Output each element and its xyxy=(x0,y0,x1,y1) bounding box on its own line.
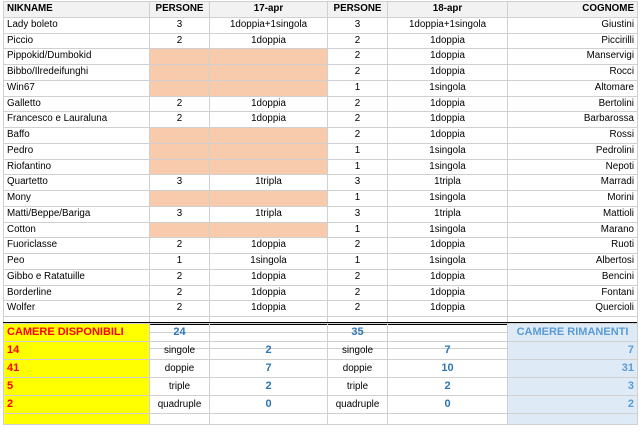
cognome-cell[interactable]: Barbarossa xyxy=(508,112,638,128)
table-row xyxy=(4,191,638,207)
nickname-cell[interactable]: Riofantino xyxy=(4,159,150,175)
table-row xyxy=(4,238,638,254)
rooms-2-cell[interactable]: 1doppia xyxy=(388,112,508,128)
rooms-1-cell[interactable]: 1tripla xyxy=(210,175,328,191)
summary-row xyxy=(4,360,638,378)
empty-cell[interactable] xyxy=(508,414,638,425)
empty-cell[interactable] xyxy=(4,414,150,425)
rooms-2-cell[interactable]: 1doppia xyxy=(388,65,508,81)
rooms-2-cell[interactable]: 1singola xyxy=(388,143,508,159)
rooms-2-cell[interactable]: 1doppia xyxy=(388,96,508,112)
persone-2-cell[interactable]: 2 xyxy=(328,33,388,49)
nickname-cell[interactable]: Gibbo e Ratatuille xyxy=(4,269,150,285)
table-row xyxy=(4,17,638,33)
nickname-cell[interactable]: Cotton xyxy=(4,222,150,238)
nickname-cell[interactable]: Peo xyxy=(4,254,150,270)
table-row xyxy=(4,96,638,112)
rooms-1-cell[interactable] xyxy=(210,191,328,207)
room-type[interactable]: singole xyxy=(150,342,210,360)
cognome-cell[interactable]: Nepoti xyxy=(508,159,638,175)
empty-cell[interactable] xyxy=(388,414,508,425)
table-row xyxy=(4,285,638,301)
rooms-2-cell[interactable]: 1singola xyxy=(388,254,508,270)
cognome-cell[interactable]: Rocci xyxy=(508,65,638,81)
persone-1-cell[interactable] xyxy=(150,222,210,238)
table-row xyxy=(4,128,638,144)
cognome-cell[interactable]: Marano xyxy=(508,222,638,238)
header-persone-1[interactable]: PERSONE xyxy=(150,2,210,18)
cognome-cell[interactable]: Mattioli xyxy=(508,206,638,222)
persone-1-cell[interactable] xyxy=(150,143,210,159)
persone-1-cell[interactable]: 2 xyxy=(150,301,210,317)
persone-1-cell[interactable]: 3 xyxy=(150,175,210,191)
nickname-cell[interactable]: Bibbo/Ilredeifunghi xyxy=(4,65,150,81)
rooms-1-cell[interactable] xyxy=(210,222,328,238)
rooms-1-cell[interactable] xyxy=(210,143,328,159)
rooms-1-cell[interactable]: 1doppia xyxy=(210,33,328,49)
rooms-2-cell[interactable]: 1tripla xyxy=(388,175,508,191)
empty-row xyxy=(4,414,638,425)
cognome-cell[interactable]: Piccirilli xyxy=(508,33,638,49)
persone-2-cell[interactable]: 1 xyxy=(328,80,388,96)
room-type[interactable]: doppie xyxy=(150,360,210,378)
summary-row xyxy=(4,342,638,360)
table-row xyxy=(4,112,638,128)
header-date-2[interactable]: 18-apr xyxy=(388,2,508,18)
rooms-1-cell[interactable]: 1doppia xyxy=(210,96,328,112)
persone-2-cell[interactable]: 1 xyxy=(328,143,388,159)
table-row xyxy=(4,33,638,49)
persone-1-cell[interactable]: 2 xyxy=(150,96,210,112)
remaining-count[interactable]: 2 xyxy=(508,396,638,414)
persone-2-cell[interactable]: 2 xyxy=(328,301,388,317)
nickname-cell[interactable]: Win67 xyxy=(4,80,150,96)
persone-1-cell[interactable] xyxy=(150,159,210,175)
persone-1-cell[interactable]: 3 xyxy=(150,17,210,33)
persone-2-cell[interactable]: 2 xyxy=(328,269,388,285)
used-count-2[interactable]: 10 xyxy=(388,360,508,378)
rooms-1-cell[interactable]: 1doppia xyxy=(210,112,328,128)
table-row xyxy=(4,269,638,285)
empty-cell[interactable] xyxy=(210,324,328,342)
nickname-cell[interactable]: Francesco e Lauraluna xyxy=(4,112,150,128)
nickname-cell[interactable]: Baffo xyxy=(4,128,150,144)
nickname-cell[interactable]: Mony xyxy=(4,191,150,207)
persone-1-cell[interactable]: 1 xyxy=(150,254,210,270)
room-type[interactable]: quadruple xyxy=(328,396,388,414)
nickname-cell[interactable]: Fuoriclasse xyxy=(4,238,150,254)
room-type[interactable]: quadruple xyxy=(150,396,210,414)
rooms-1-cell[interactable]: 1doppia xyxy=(210,301,328,317)
table-row xyxy=(4,301,638,317)
cognome-cell[interactable]: Quercioli xyxy=(508,301,638,317)
remaining-count[interactable]: 7 xyxy=(508,342,638,360)
rooms-1-cell[interactable]: 1doppia+1singola xyxy=(210,17,328,33)
used-count-1[interactable]: 0 xyxy=(210,396,328,414)
summary-table xyxy=(3,323,638,425)
remaining-count[interactable]: 31 xyxy=(508,360,638,378)
persone-2-cell[interactable]: 1 xyxy=(328,191,388,207)
total-persone-2[interactable]: 35 xyxy=(328,324,388,342)
persone-2-cell[interactable]: 2 xyxy=(328,49,388,65)
persone-1-cell[interactable] xyxy=(150,80,210,96)
cognome-cell[interactable]: Pedrolini xyxy=(508,143,638,159)
cognome-cell[interactable]: Fontani xyxy=(508,285,638,301)
room-type[interactable]: triple xyxy=(150,378,210,396)
rooms-2-cell[interactable]: 1doppia xyxy=(388,301,508,317)
persone-1-cell[interactable]: 2 xyxy=(150,269,210,285)
rooms-1-cell[interactable]: 1doppia xyxy=(210,269,328,285)
rooms-2-cell[interactable]: 1doppia xyxy=(388,269,508,285)
rooms-1-cell[interactable] xyxy=(210,80,328,96)
empty-cell[interactable] xyxy=(150,414,210,425)
persone-2-cell[interactable]: 2 xyxy=(328,128,388,144)
header-date-1[interactable]: 17-apr xyxy=(210,2,328,18)
rooms-1-cell[interactable] xyxy=(210,65,328,81)
persone-2-cell[interactable]: 2 xyxy=(328,238,388,254)
rooms-2-cell[interactable]: 1singola xyxy=(388,191,508,207)
room-type[interactable]: singole xyxy=(328,342,388,360)
remaining-count[interactable]: 3 xyxy=(508,378,638,396)
bookings-table xyxy=(3,1,638,349)
persone-1-cell[interactable] xyxy=(150,49,210,65)
persone-1-cell[interactable]: 2 xyxy=(150,112,210,128)
rooms-2-cell[interactable]: 1doppia xyxy=(388,238,508,254)
rooms-2-cell[interactable]: 1singola xyxy=(388,222,508,238)
empty-cell[interactable] xyxy=(210,414,328,425)
header-nickname[interactable]: NIKNAME xyxy=(4,2,150,18)
persone-1-cell[interactable] xyxy=(150,65,210,81)
rooms-1-cell[interactable]: 1tripla xyxy=(210,206,328,222)
used-count-1[interactable]: 2 xyxy=(210,378,328,396)
remaining-label[interactable]: CAMERE RIMANENTI xyxy=(508,324,638,342)
empty-cell[interactable] xyxy=(388,324,508,342)
rooms-2-cell[interactable]: 1doppia xyxy=(388,49,508,65)
nickname-cell[interactable]: Pedro xyxy=(4,143,150,159)
summary-row xyxy=(4,378,638,396)
used-count-2[interactable]: 0 xyxy=(388,396,508,414)
nickname-cell[interactable]: Quartetto xyxy=(4,175,150,191)
cognome-cell[interactable]: Bencini xyxy=(508,269,638,285)
header-row xyxy=(4,2,638,18)
nickname-cell[interactable]: Lady boleto xyxy=(4,17,150,33)
table-row xyxy=(4,222,638,238)
rooms-2-cell[interactable]: 1doppia+1singola xyxy=(388,17,508,33)
cognome-cell[interactable]: Rossi xyxy=(508,128,638,144)
summary-header-row xyxy=(4,324,638,342)
rooms-1-cell[interactable]: 1doppia xyxy=(210,285,328,301)
rooms-2-cell[interactable]: 1singola xyxy=(388,159,508,175)
nickname-cell[interactable]: Wolfer xyxy=(4,301,150,317)
rooms-1-cell[interactable] xyxy=(210,159,328,175)
persone-1-cell[interactable] xyxy=(150,191,210,207)
cognome-cell[interactable]: Manservigi xyxy=(508,49,638,65)
rooms-1-cell[interactable] xyxy=(210,49,328,65)
nickname-cell[interactable]: Borderline xyxy=(4,285,150,301)
nickname-cell[interactable]: Piccio xyxy=(4,33,150,49)
persone-2-cell[interactable]: 2 xyxy=(328,112,388,128)
used-count-1[interactable]: 7 xyxy=(210,360,328,378)
nickname-cell[interactable]: Pippokid/Dumbokid xyxy=(4,49,150,65)
summary-row xyxy=(4,396,638,414)
rooms-2-cell[interactable]: 1singola xyxy=(388,80,508,96)
rooms-2-cell[interactable]: 1doppia xyxy=(388,33,508,49)
rooms-1-cell[interactable]: 1singola xyxy=(210,254,328,270)
persone-2-cell[interactable]: 3 xyxy=(328,175,388,191)
persone-1-cell[interactable]: 3 xyxy=(150,206,210,222)
table-row xyxy=(4,159,638,175)
persone-2-cell[interactable]: 2 xyxy=(328,285,388,301)
table-row xyxy=(4,254,638,270)
used-count-2[interactable]: 2 xyxy=(388,378,508,396)
rooms-2-cell[interactable]: 1tripla xyxy=(388,206,508,222)
table-row xyxy=(4,65,638,81)
rooms-1-cell[interactable] xyxy=(210,128,328,144)
persone-2-cell[interactable]: 1 xyxy=(328,222,388,238)
available-count[interactable]: 5 xyxy=(4,378,150,396)
rooms-1-cell[interactable]: 1doppia xyxy=(210,238,328,254)
header-cognome[interactable]: COGNOME xyxy=(508,2,638,18)
nickname-cell[interactable]: Galletto xyxy=(4,96,150,112)
cognome-cell[interactable]: Marradi xyxy=(508,175,638,191)
persone-2-cell[interactable]: 3 xyxy=(328,17,388,33)
table-row xyxy=(4,80,638,96)
room-type[interactable]: triple xyxy=(328,378,388,396)
persone-2-cell[interactable]: 2 xyxy=(328,65,388,81)
available-label[interactable]: CAMERE DISPONIBILI xyxy=(4,324,150,342)
room-type[interactable]: doppie xyxy=(328,360,388,378)
cognome-cell[interactable]: Altomare xyxy=(508,80,638,96)
rooms-2-cell[interactable]: 1doppia xyxy=(388,285,508,301)
persone-2-cell[interactable]: 2 xyxy=(328,96,388,112)
cognome-cell[interactable]: Morini xyxy=(508,191,638,207)
total-persone-1[interactable]: 24 xyxy=(150,324,210,342)
persone-1-cell[interactable]: 2 xyxy=(150,285,210,301)
available-count[interactable]: 14 xyxy=(4,342,150,360)
table-row xyxy=(4,143,638,159)
used-count-1[interactable]: 2 xyxy=(210,342,328,360)
persone-2-cell[interactable]: 1 xyxy=(328,254,388,270)
persone-1-cell[interactable] xyxy=(150,128,210,144)
header-persone-2[interactable]: PERSONE xyxy=(328,2,388,18)
used-count-2[interactable]: 7 xyxy=(388,342,508,360)
cognome-cell[interactable]: Giustini xyxy=(508,17,638,33)
rooms-2-cell[interactable]: 1doppia xyxy=(388,128,508,144)
persone-2-cell[interactable]: 3 xyxy=(328,206,388,222)
available-count[interactable]: 41 xyxy=(4,360,150,378)
table-row xyxy=(4,175,638,191)
table-row xyxy=(4,49,638,65)
empty-cell[interactable] xyxy=(328,414,388,425)
available-count[interactable]: 2 xyxy=(4,396,150,414)
persone-2-cell[interactable]: 1 xyxy=(328,159,388,175)
persone-1-cell[interactable]: 2 xyxy=(150,33,210,49)
cognome-cell[interactable]: Bertolini xyxy=(508,96,638,112)
cognome-cell[interactable]: Ruoti xyxy=(508,238,638,254)
table-row xyxy=(4,206,638,222)
persone-1-cell[interactable]: 2 xyxy=(150,238,210,254)
nickname-cell[interactable]: Matti/Beppe/Bariga xyxy=(4,206,150,222)
cognome-cell[interactable]: Albertosi xyxy=(508,254,638,270)
